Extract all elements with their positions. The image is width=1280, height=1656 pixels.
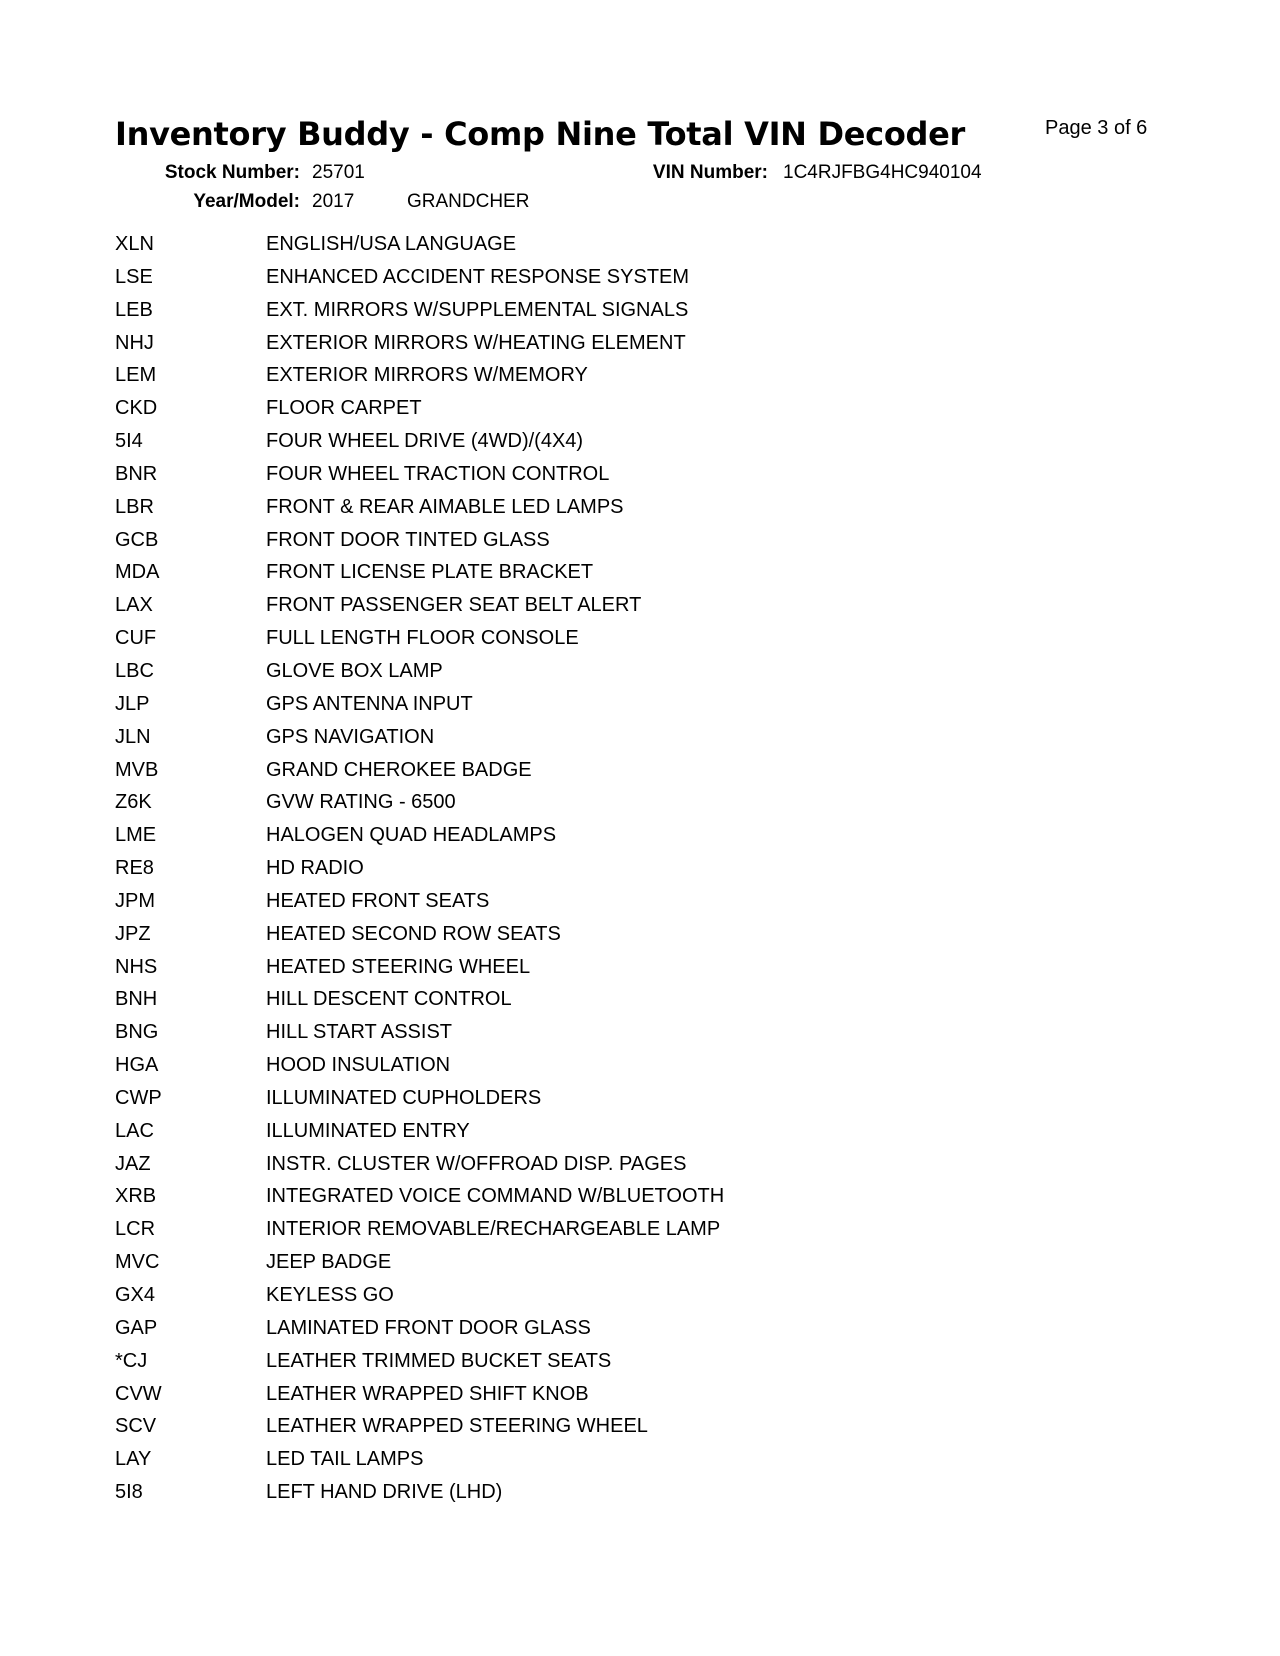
option-description: FLOOR CARPET [266,397,422,420]
option-description: HEATED STEERING WHEEL [266,955,531,978]
option-description: GRAND CHEROKEE BADGE [266,758,532,781]
option-code: MDA [115,561,160,584]
option-description: EXTERIOR MIRRORS W/HEATING ELEMENT [266,331,686,354]
option-description: KEYLESS GO [266,1284,394,1306]
option-row [115,458,1015,491]
option-row [115,721,1015,754]
option-code: CUF [115,627,157,650]
option-description: ENGLISH/USA LANGUAGE [266,233,517,255]
option-row [115,1410,1015,1443]
option-description: EXT. MIRRORS W/SUPPLEMENTAL SIGNALS [266,298,689,321]
option-row [115,688,1015,721]
option-description: ILLUMINATED CUPHOLDERS [266,1086,542,1109]
option-description: ENHANCED ACCIDENT RESPONSE SYSTEM [266,265,690,288]
option-description: ILLUMINATED ENTRY [266,1119,470,1142]
option-row [115,1049,1015,1082]
option-code: BNR [115,462,158,485]
option-description: HEATED SECOND ROW SEATS [266,922,561,945]
vin-number-value: 1C4RJFBG4HC940104 [783,162,982,183]
option-code: GAP [115,1316,158,1339]
option-description: LAMINATED FRONT DOOR GLASS [266,1316,591,1339]
option-code: LEB [115,298,153,321]
option-row [115,754,1015,787]
option-code: LAC [115,1119,154,1142]
option-description: FOUR WHEEL DRIVE (4WD)/(4X4) [266,430,584,453]
option-row [115,786,1015,819]
option-row [115,852,1015,885]
option-description: INTERIOR REMOVABLE/RECHARGEABLE LAMP [266,1218,721,1241]
option-row [115,261,1015,294]
option-code: XRB [115,1185,157,1208]
option-description: LED TAIL LAMPS [266,1448,424,1471]
option-code: XLN [115,233,154,255]
option-description: EXTERIOR MIRRORS W/MEMORY [266,364,588,387]
vin-number-label: VIN Number: [652,162,768,183]
option-description: JEEP BADGE [266,1251,392,1274]
option-code: JPM [115,889,155,912]
option-code: NHJ [115,331,154,354]
option-row [115,1312,1015,1345]
option-code: NHS [115,955,158,978]
option-description: FRONT DOOR TINTED GLASS [266,528,550,551]
option-description: FRONT PASSENGER SEAT BELT ALERT [266,594,642,617]
option-code: LCR [115,1218,156,1241]
option-row [115,556,1015,589]
option-row [115,1345,1015,1378]
option-code: GX4 [115,1284,156,1306]
option-row [115,1180,1015,1213]
option-code: BNG [115,1021,159,1044]
option-description: GVW RATING - 6500 [266,791,456,814]
option-description: GPS ANTENNA INPUT [266,692,473,715]
option-description: INSTR. CLUSTER W/OFFROAD DISP. PAGES [266,1152,687,1175]
stock-number-value: 25701 [312,162,365,183]
option-code: 5I8 [115,1481,143,1504]
option-description: FRONT & REAR AIMABLE LED LAMPS [266,495,624,518]
option-description: HOOD INSULATION [266,1054,451,1077]
option-row [115,228,1015,261]
option-row [115,1115,1015,1148]
option-description: HD RADIO [266,857,364,880]
option-description: FULL LENGTH FLOOR CONSOLE [266,627,579,650]
option-code: BNH [115,988,158,1011]
option-row [115,1213,1015,1246]
option-row [115,327,1015,360]
option-row [115,491,1015,524]
option-code: 5I4 [115,430,143,453]
option-row [115,524,1015,557]
option-description: LEATHER WRAPPED SHIFT KNOB [266,1382,589,1405]
option-row [115,1476,1015,1509]
option-row [115,918,1015,951]
option-row [115,1378,1015,1411]
option-row [115,819,1015,852]
page-number: Page 3 of 6 [1045,117,1148,139]
option-row [115,392,1015,425]
option-code: RE8 [115,857,154,880]
option-row [115,589,1015,622]
option-code: LEM [115,364,157,387]
option-row [115,1279,1015,1312]
option-row [115,1148,1015,1181]
option-description: FRONT LICENSE PLATE BRACKET [266,561,594,584]
model-value: GRANDCHER [407,191,530,212]
option-code: GCB [115,528,159,551]
option-row [115,983,1015,1016]
option-row [115,1246,1015,1279]
year-model-label: Year/Model: [193,191,300,212]
option-row [115,951,1015,984]
option-code-list [115,228,1015,1509]
option-description: HALOGEN QUAD HEADLAMPS [266,824,557,847]
option-row [115,655,1015,688]
option-code: CWP [115,1086,162,1109]
option-row [115,885,1015,918]
option-code: JLP [115,692,150,715]
option-code: MVC [115,1251,160,1274]
option-code: JLN [115,725,151,748]
option-description: HILL START ASSIST [266,1021,452,1044]
option-row [115,1082,1015,1115]
option-code: HGA [115,1054,159,1077]
option-code: LAY [115,1448,152,1471]
option-row [115,1016,1015,1049]
option-code: LME [115,824,157,847]
option-row [115,622,1015,655]
option-code: CVW [115,1382,162,1405]
year-value: 2017 [312,191,355,212]
option-description: HILL DESCENT CONTROL [266,988,512,1011]
option-description: HEATED FRONT SEATS [266,889,490,912]
option-code: JPZ [115,922,151,945]
option-code: LAX [115,594,153,617]
option-description: INTEGRATED VOICE COMMAND W/BLUETOOTH [266,1185,725,1208]
page-title: Inventory Buddy - Comp Nine Total VIN Decoder [115,115,966,153]
option-description: LEATHER TRIMMED BUCKET SEATS [266,1349,612,1372]
stock-number-label: Stock Number: [164,162,300,183]
option-description: LEFT HAND DRIVE (LHD) [266,1481,503,1504]
option-row [115,294,1015,327]
option-code: LBC [115,659,154,682]
option-code: LBR [115,495,154,518]
option-code: MVB [115,758,159,781]
option-code: SCV [115,1415,157,1438]
option-code: JAZ [115,1152,151,1175]
option-description: FOUR WHEEL TRACTION CONTROL [266,462,610,485]
option-description: LEATHER WRAPPED STEERING WHEEL [266,1415,648,1438]
option-code: *CJ [115,1349,148,1372]
option-code: LSE [115,265,153,288]
option-code: CKD [115,397,158,420]
option-code: Z6K [115,791,152,814]
option-row [115,359,1015,392]
option-description: GLOVE BOX LAMP [266,659,443,682]
option-description: GPS NAVIGATION [266,725,435,748]
option-row [115,425,1015,458]
option-row [115,1443,1015,1476]
